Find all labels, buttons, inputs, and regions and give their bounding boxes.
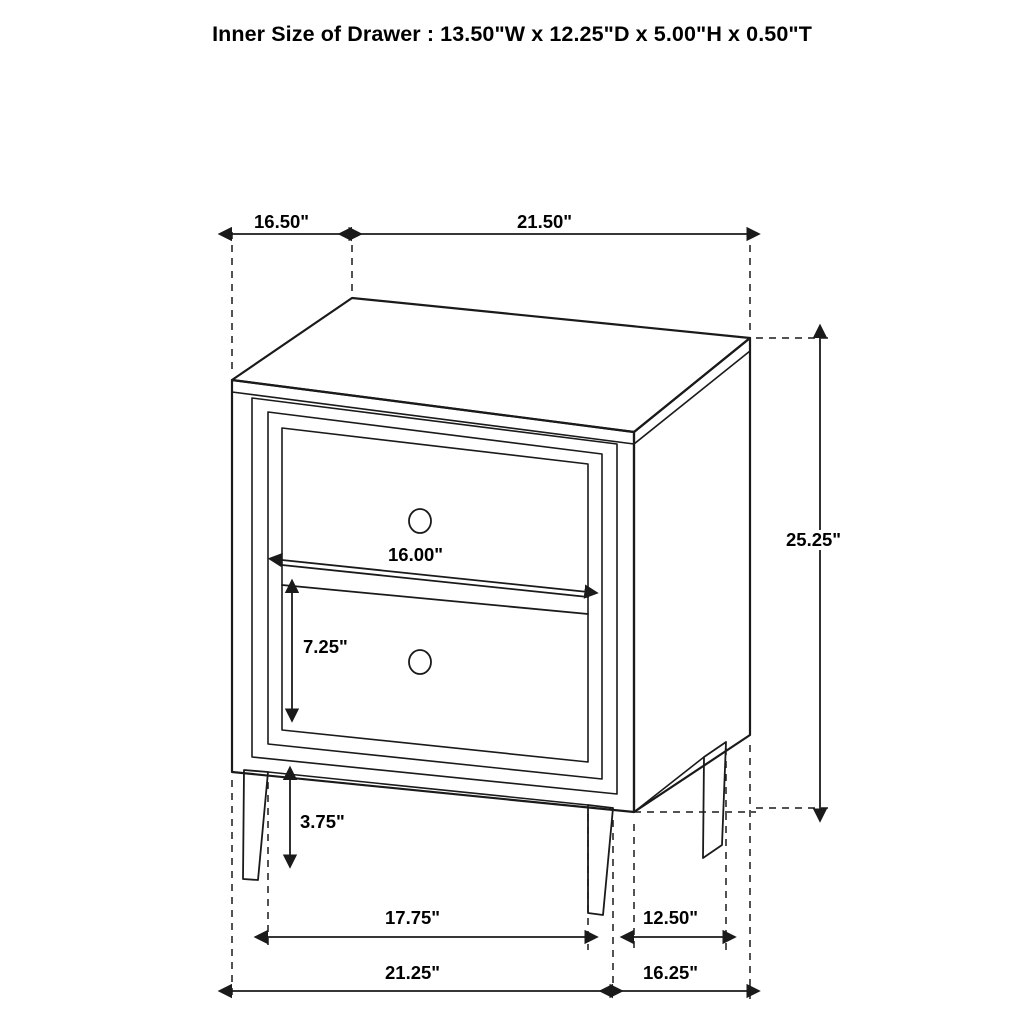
dim-label-7-25: 7.25" [300, 637, 351, 657]
cabinet-bottom-side-edge [634, 757, 704, 812]
dim-label-16-00: 16.00" [385, 545, 446, 565]
dimension-arrows [232, 234, 820, 991]
page-title: Inner Size of Drawer : 13.50"W x 12.25"D x 5.00"H x 0.50"T [212, 22, 812, 46]
dim-label-21-25: 21.25" [382, 963, 443, 983]
cabinet-top [232, 298, 750, 432]
drawer-opening [282, 428, 588, 762]
top-thickness [232, 351, 750, 444]
dim-label-12-50: 12.50" [640, 908, 701, 928]
dim-label-17-75: 17.75" [382, 908, 443, 928]
dim-label-3-75: 3.75" [297, 812, 348, 832]
front-frame-inner [268, 412, 602, 779]
drawer-divider-bottom [282, 585, 588, 614]
dim-label-21-50: 21.50" [514, 212, 575, 232]
drawer-divider-top [282, 565, 588, 597]
upper-drawer-knob [409, 509, 431, 533]
dim-label-16-25: 16.25" [640, 963, 701, 983]
dim-label-25-25: 25.25" [783, 530, 844, 550]
cabinet-bottom-edge [268, 772, 588, 805]
cabinet-side [634, 338, 750, 812]
leg-front-right [588, 805, 613, 915]
lower-drawer-knob [409, 650, 431, 674]
dim-label-16-50: 16.50" [251, 212, 312, 232]
front-frame-outer [252, 398, 617, 794]
leg-front-left [243, 770, 268, 880]
